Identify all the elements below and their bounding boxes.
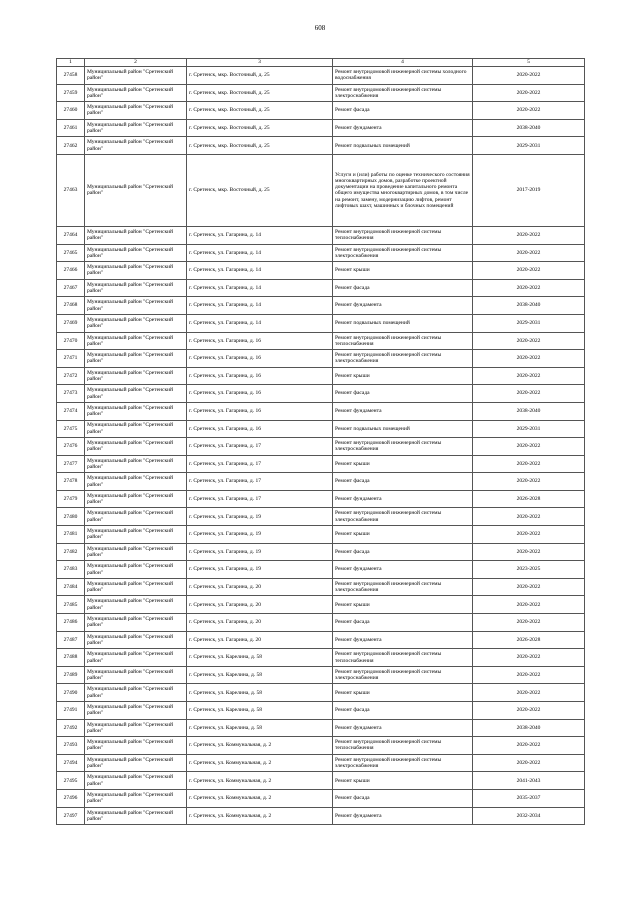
address-cell: г. Сретенск, ул. Коммунальная, д. 2 bbox=[187, 789, 333, 807]
table-row bbox=[57, 508, 585, 526]
period-cell: 2020-2022 bbox=[473, 67, 585, 85]
table-row bbox=[57, 154, 585, 226]
address-cell: г. Сретенск, ул. Гагарина, д. 20 bbox=[187, 631, 333, 649]
row-number-cell: 27488 bbox=[57, 649, 85, 667]
period-cell: 2020-2022 bbox=[473, 614, 585, 632]
municipality-cell: Муниципальный район "Сретенский район" bbox=[85, 737, 187, 755]
municipality-cell: Муниципальный район "Сретенский район" bbox=[85, 137, 187, 155]
municipality-cell: Муниципальный район "Сретенский район" bbox=[85, 350, 187, 368]
address-cell: г. Сретенск, мкр. Восточный, д. 25 bbox=[187, 84, 333, 102]
work-type-cell: Ремонт крыши bbox=[333, 367, 473, 385]
period-cell: 2041-2043 bbox=[473, 772, 585, 790]
address-cell: г. Сретенск, ул. Гагарина, д. 19 bbox=[187, 561, 333, 579]
row-number-cell: 27481 bbox=[57, 526, 85, 544]
table-row bbox=[57, 350, 585, 368]
work-type-cell: Ремонт фасада bbox=[333, 385, 473, 403]
address-cell: г. Сретенск, ул. Гагарина, д. 16 bbox=[187, 332, 333, 350]
table-row bbox=[57, 367, 585, 385]
address-cell: г. Сретенск, ул. Гагарина, д. 19 bbox=[187, 543, 333, 561]
municipality-cell: Муниципальный район "Сретенский район" bbox=[85, 754, 187, 772]
row-number-cell: 27477 bbox=[57, 455, 85, 473]
municipality-cell: Муниципальный район "Сретенский район" bbox=[85, 578, 187, 596]
row-number-cell: 27496 bbox=[57, 789, 85, 807]
municipality-cell: Муниципальный район "Сретенский район" bbox=[85, 684, 187, 702]
row-number-cell: 27482 bbox=[57, 543, 85, 561]
address-cell: г. Сретенск, ул. Гагарина, д. 19 bbox=[187, 526, 333, 544]
table-row bbox=[57, 490, 585, 508]
address-cell: г. Сретенск, ул. Гагарина, д. 20 bbox=[187, 596, 333, 614]
row-number-cell: 27468 bbox=[57, 297, 85, 315]
municipality-cell: Муниципальный район "Сретенский район" bbox=[85, 119, 187, 137]
municipality-cell: Муниципальный район "Сретенский район" bbox=[85, 649, 187, 667]
work-type-cell: Ремонт внутридомовой инженерной системы электроснабжения bbox=[333, 666, 473, 684]
column-header: 2 bbox=[85, 59, 187, 67]
period-cell: 2020-2022 bbox=[473, 596, 585, 614]
municipality-cell: Муниципальный район "Сретенский район" bbox=[85, 666, 187, 684]
period-cell: 2020-2022 bbox=[473, 438, 585, 456]
work-type-cell: Ремонт подвальных помещений bbox=[333, 137, 473, 155]
row-number-cell: 27466 bbox=[57, 262, 85, 280]
municipality-cell: Муниципальный район "Сретенский район" bbox=[85, 314, 187, 332]
address-cell: г. Сретенск, мкр. Восточный, д. 25 bbox=[187, 67, 333, 85]
row-number-cell: 27489 bbox=[57, 666, 85, 684]
municipality-cell: Муниципальный район "Сретенский район" bbox=[85, 332, 187, 350]
table-body bbox=[57, 67, 585, 825]
address-cell: г. Сретенск, ул. Гагарина, д. 14 bbox=[187, 262, 333, 280]
period-cell: 2023-2025 bbox=[473, 561, 585, 579]
address-cell: г. Сретенск, мкр. Восточный, д. 25 bbox=[187, 137, 333, 155]
period-cell: 2032-2034 bbox=[473, 807, 585, 825]
row-number-cell: 27471 bbox=[57, 350, 85, 368]
row-number-cell: 27463 bbox=[57, 154, 85, 226]
table-row bbox=[57, 578, 585, 596]
municipality-cell: Муниципальный район "Сретенский район" bbox=[85, 420, 187, 438]
row-number-cell: 27461 bbox=[57, 119, 85, 137]
period-cell: 2038-2040 bbox=[473, 297, 585, 315]
period-cell: 2020-2022 bbox=[473, 455, 585, 473]
work-type-cell: Ремонт внутридомовой инженерной системы электроснабжения bbox=[333, 84, 473, 102]
table-row bbox=[57, 385, 585, 403]
work-type-cell: Ремонт крыши bbox=[333, 684, 473, 702]
column-header: 5 bbox=[473, 59, 585, 67]
address-cell: г. Сретенск, мкр. Восточный, д. 25 bbox=[187, 119, 333, 137]
table-row bbox=[57, 279, 585, 297]
row-number-cell: 27480 bbox=[57, 508, 85, 526]
address-cell: г. Сретенск, ул. Карелина, д. 58 bbox=[187, 684, 333, 702]
municipality-cell: Муниципальный район "Сретенский район" bbox=[85, 226, 187, 244]
address-cell: г. Сретенск, ул. Гагарина, д. 16 bbox=[187, 420, 333, 438]
row-number-cell: 27490 bbox=[57, 684, 85, 702]
municipality-cell: Муниципальный район "Сретенский район" bbox=[85, 385, 187, 403]
work-type-cell: Ремонт фасада bbox=[333, 543, 473, 561]
period-cell: 2020-2022 bbox=[473, 367, 585, 385]
work-type-cell: Ремонт внутридомовой инженерной системы теплоснабжения bbox=[333, 649, 473, 667]
work-type-cell: Ремонт подвальных помещений bbox=[333, 314, 473, 332]
municipality-cell: Муниципальный район "Сретенский район" bbox=[85, 719, 187, 737]
address-cell: г. Сретенск, мкр. Восточный, д. 25 bbox=[187, 102, 333, 120]
municipality-cell: Муниципальный район "Сретенский район" bbox=[85, 561, 187, 579]
address-cell: г. Сретенск, ул. Гагарина, д. 16 bbox=[187, 350, 333, 368]
table-row bbox=[57, 67, 585, 85]
row-number-cell: 27492 bbox=[57, 719, 85, 737]
work-type-cell: Ремонт внутридомовой инженерной системы электроснабжения bbox=[333, 244, 473, 262]
period-cell: 2020-2022 bbox=[473, 473, 585, 491]
work-type-cell: Ремонт внутридомовой инженерной системы электроснабжения bbox=[333, 350, 473, 368]
work-type-cell: Ремонт фасада bbox=[333, 614, 473, 632]
municipality-cell: Муниципальный район "Сретенский район" bbox=[85, 367, 187, 385]
row-number-cell: 27472 bbox=[57, 367, 85, 385]
period-cell: 2020-2022 bbox=[473, 508, 585, 526]
work-type-cell: Ремонт внутридомовой инженерной системы теплоснабжения bbox=[333, 332, 473, 350]
work-type-cell: Ремонт крыши bbox=[333, 262, 473, 280]
work-type-cell: Ремонт внутридомовой инженерной системы холодного водоснабжения bbox=[333, 67, 473, 85]
period-cell: 2026-2028 bbox=[473, 490, 585, 508]
table-row bbox=[57, 543, 585, 561]
work-type-cell: Ремонт подвальных помещений bbox=[333, 420, 473, 438]
column-header: 3 bbox=[187, 59, 333, 67]
municipality-cell: Муниципальный район "Сретенский район" bbox=[85, 297, 187, 315]
work-type-cell: Ремонт крыши bbox=[333, 596, 473, 614]
row-number-cell: 27495 bbox=[57, 772, 85, 790]
municipality-cell: Муниципальный район "Сретенский район" bbox=[85, 402, 187, 420]
work-type-cell: Ремонт внутридомовой инженерной системы электроснабжения bbox=[333, 438, 473, 456]
table-row bbox=[57, 772, 585, 790]
period-cell: 2020-2022 bbox=[473, 702, 585, 720]
period-cell: 2020-2022 bbox=[473, 350, 585, 368]
row-number-cell: 27473 bbox=[57, 385, 85, 403]
municipality-cell: Муниципальный район "Сретенский район" bbox=[85, 596, 187, 614]
municipality-cell: Муниципальный район "Сретенский район" bbox=[85, 807, 187, 825]
table-row bbox=[57, 455, 585, 473]
work-type-cell: Ремонт фундамента bbox=[333, 561, 473, 579]
table-row bbox=[57, 119, 585, 137]
period-cell: 2020-2022 bbox=[473, 226, 585, 244]
work-type-cell: Ремонт крыши bbox=[333, 455, 473, 473]
municipality-cell: Муниципальный район "Сретенский район" bbox=[85, 789, 187, 807]
row-number-cell: 27475 bbox=[57, 420, 85, 438]
work-type-cell: Ремонт фасада bbox=[333, 789, 473, 807]
row-number-cell: 27479 bbox=[57, 490, 85, 508]
municipality-cell: Муниципальный район "Сретенский район" bbox=[85, 84, 187, 102]
table-row bbox=[57, 596, 585, 614]
table-row bbox=[57, 137, 585, 155]
table-row bbox=[57, 314, 585, 332]
table-row bbox=[57, 420, 585, 438]
address-cell: г. Сретенск, ул. Гагарина, д. 14 bbox=[187, 279, 333, 297]
table-row bbox=[57, 631, 585, 649]
work-type-cell: Ремонт фундамента bbox=[333, 490, 473, 508]
address-cell: г. Сретенск, ул. Карелина, д. 58 bbox=[187, 666, 333, 684]
table-row bbox=[57, 438, 585, 456]
row-number-cell: 27486 bbox=[57, 614, 85, 632]
row-number-cell: 27478 bbox=[57, 473, 85, 491]
table-row bbox=[57, 737, 585, 755]
municipality-cell: Муниципальный район "Сретенский район" bbox=[85, 490, 187, 508]
work-type-cell: Ремонт фасада bbox=[333, 473, 473, 491]
row-number-cell: 27459 bbox=[57, 84, 85, 102]
row-number-cell: 27470 bbox=[57, 332, 85, 350]
column-header: 4 bbox=[333, 59, 473, 67]
table-row bbox=[57, 561, 585, 579]
period-cell: 2020-2022 bbox=[473, 543, 585, 561]
period-cell: 2020-2022 bbox=[473, 666, 585, 684]
table-row bbox=[57, 702, 585, 720]
period-cell: 2020-2022 bbox=[473, 526, 585, 544]
page-number: 608 bbox=[314, 24, 326, 32]
municipality-cell: Муниципальный район "Сретенский район" bbox=[85, 772, 187, 790]
address-cell: г. Сретенск, ул. Коммунальная, д. 2 bbox=[187, 754, 333, 772]
row-number-cell: 27474 bbox=[57, 402, 85, 420]
address-cell: г. Сретенск, ул. Гагарина, д. 17 bbox=[187, 455, 333, 473]
work-type-cell: Ремонт фундамента bbox=[333, 719, 473, 737]
address-cell: г. Сретенск, ул. Гагарина, д. 14 bbox=[187, 314, 333, 332]
row-number-cell: 27484 bbox=[57, 578, 85, 596]
header-row bbox=[57, 59, 585, 67]
row-number-cell: 27494 bbox=[57, 754, 85, 772]
period-cell: 2029-2031 bbox=[473, 137, 585, 155]
row-number-cell: 27464 bbox=[57, 226, 85, 244]
work-type-cell: Ремонт фундамента bbox=[333, 297, 473, 315]
period-cell: 2020-2022 bbox=[473, 102, 585, 120]
row-number-cell: 27485 bbox=[57, 596, 85, 614]
work-type-cell: Услуги и (или) работы по оценке технического состояния многоквартирных домов, разработке проектной документации на проведение капитального ремонта общего имущества многоквартирных домов, в том числе на ремонт, замену, модернизацию лифтов, ремонт лифтовых шахт, машинных и блочных помещений bbox=[333, 154, 473, 226]
address-cell: г. Сретенск, ул. Гагарина, д. 14 bbox=[187, 226, 333, 244]
row-number-cell: 27462 bbox=[57, 137, 85, 155]
table-row bbox=[57, 614, 585, 632]
address-cell: г. Сретенск, ул. Гагарина, д. 16 bbox=[187, 402, 333, 420]
period-cell: 2038-2040 bbox=[473, 719, 585, 737]
period-cell: 2038-2040 bbox=[473, 402, 585, 420]
work-type-cell: Ремонт фундамента bbox=[333, 631, 473, 649]
period-cell: 2020-2022 bbox=[473, 279, 585, 297]
period-cell: 2020-2022 bbox=[473, 244, 585, 262]
table-row bbox=[57, 473, 585, 491]
address-cell: г. Сретенск, ул. Гагарина, д. 16 bbox=[187, 367, 333, 385]
period-cell: 2020-2022 bbox=[473, 737, 585, 755]
row-number-cell: 27458 bbox=[57, 67, 85, 85]
municipality-cell: Муниципальный район "Сретенский район" bbox=[85, 154, 187, 226]
address-cell: г. Сретенск, ул. Карелина, д. 58 bbox=[187, 719, 333, 737]
row-number-cell: 27487 bbox=[57, 631, 85, 649]
row-number-cell: 27491 bbox=[57, 702, 85, 720]
table-row bbox=[57, 719, 585, 737]
period-cell: 2020-2022 bbox=[473, 649, 585, 667]
municipality-cell: Муниципальный район "Сретенский район" bbox=[85, 631, 187, 649]
table-row bbox=[57, 84, 585, 102]
address-cell: г. Сретенск, ул. Гагарина, д. 20 bbox=[187, 578, 333, 596]
table-row bbox=[57, 649, 585, 667]
municipality-cell: Муниципальный район "Сретенский район" bbox=[85, 279, 187, 297]
work-type-cell: Ремонт крыши bbox=[333, 772, 473, 790]
work-type-cell: Ремонт крыши bbox=[333, 526, 473, 544]
work-type-cell: Ремонт фасада bbox=[333, 102, 473, 120]
period-cell: 2020-2022 bbox=[473, 262, 585, 280]
work-type-cell: Ремонт внутридомовой инженерной системы электроснабжения bbox=[333, 754, 473, 772]
municipality-cell: Муниципальный район "Сретенский район" bbox=[85, 262, 187, 280]
row-number-cell: 27497 bbox=[57, 807, 85, 825]
municipality-cell: Муниципальный район "Сретенский район" bbox=[85, 543, 187, 561]
period-cell: 2020-2022 bbox=[473, 332, 585, 350]
table-row bbox=[57, 807, 585, 825]
table-row bbox=[57, 526, 585, 544]
period-cell: 2020-2022 bbox=[473, 578, 585, 596]
work-type-cell: Ремонт внутридомовой инженерной системы теплоснабжения bbox=[333, 737, 473, 755]
municipality-cell: Муниципальный район "Сретенский район" bbox=[85, 526, 187, 544]
table-row bbox=[57, 226, 585, 244]
period-cell: 2020-2022 bbox=[473, 684, 585, 702]
municipality-cell: Муниципальный район "Сретенский район" bbox=[85, 614, 187, 632]
municipality-cell: Муниципальный район "Сретенский район" bbox=[85, 455, 187, 473]
row-number-cell: 27465 bbox=[57, 244, 85, 262]
table-row bbox=[57, 332, 585, 350]
table-row bbox=[57, 262, 585, 280]
work-type-cell: Ремонт фундамента bbox=[333, 119, 473, 137]
municipality-cell: Муниципальный район "Сретенский район" bbox=[85, 102, 187, 120]
work-type-cell: Ремонт внутридомовой инженерной системы теплоснабжения bbox=[333, 226, 473, 244]
period-cell: 2020-2022 bbox=[473, 754, 585, 772]
address-cell: г. Сретенск, ул. Коммунальная, д. 2 bbox=[187, 772, 333, 790]
address-cell: г. Сретенск, ул. Коммунальная, д. 2 bbox=[187, 807, 333, 825]
row-number-cell: 27460 bbox=[57, 102, 85, 120]
table-row bbox=[57, 684, 585, 702]
row-number-cell: 27469 bbox=[57, 314, 85, 332]
work-type-cell: Ремонт внутридомовой инженерной системы электроснабжения bbox=[333, 508, 473, 526]
column-header: 1 bbox=[57, 59, 85, 67]
municipality-cell: Муниципальный район "Сретенский район" bbox=[85, 438, 187, 456]
table-row bbox=[57, 297, 585, 315]
period-cell: 2020-2022 bbox=[473, 84, 585, 102]
address-cell: г. Сретенск, ул. Коммунальная, д. 2 bbox=[187, 737, 333, 755]
period-cell: 2026-2028 bbox=[473, 631, 585, 649]
address-cell: г. Сретенск, ул. Гагарина, д. 17 bbox=[187, 490, 333, 508]
row-number-cell: 27467 bbox=[57, 279, 85, 297]
address-cell: г. Сретенск, ул. Гагарина, д. 17 bbox=[187, 438, 333, 456]
municipality-cell: Муниципальный район "Сретенский район" bbox=[85, 67, 187, 85]
municipality-cell: Муниципальный район "Сретенский район" bbox=[85, 702, 187, 720]
address-cell: г. Сретенск, ул. Карелина, д. 58 bbox=[187, 649, 333, 667]
address-cell: г. Сретенск, ул. Гагарина, д. 19 bbox=[187, 508, 333, 526]
work-type-cell: Ремонт фасада bbox=[333, 279, 473, 297]
work-type-cell: Ремонт фундамента bbox=[333, 807, 473, 825]
municipality-cell: Муниципальный район "Сретенский район" bbox=[85, 244, 187, 262]
address-cell: г. Сретенск, мкр. Восточный, д. 25 bbox=[187, 154, 333, 226]
municipality-cell: Муниципальный район "Сретенский район" bbox=[85, 473, 187, 491]
table-row bbox=[57, 754, 585, 772]
address-cell: г. Сретенск, ул. Карелина, д. 58 bbox=[187, 702, 333, 720]
period-cell: 2020-2022 bbox=[473, 385, 585, 403]
table-row bbox=[57, 102, 585, 120]
table-row bbox=[57, 789, 585, 807]
work-type-cell: Ремонт фундамента bbox=[333, 402, 473, 420]
address-cell: г. Сретенск, ул. Гагарина, д. 14 bbox=[187, 244, 333, 262]
address-cell: г. Сретенск, ул. Гагарина, д. 16 bbox=[187, 385, 333, 403]
work-type-cell: Ремонт фасада bbox=[333, 702, 473, 720]
row-number-cell: 27483 bbox=[57, 561, 85, 579]
table-row bbox=[57, 244, 585, 262]
row-number-cell: 27493 bbox=[57, 737, 85, 755]
period-cell: 2029-2031 bbox=[473, 420, 585, 438]
period-cell: 2029-2031 bbox=[473, 314, 585, 332]
table-row bbox=[57, 666, 585, 684]
table-header bbox=[57, 59, 585, 67]
address-cell: г. Сретенск, ул. Гагарина, д. 20 bbox=[187, 614, 333, 632]
capital-repair-table bbox=[56, 58, 585, 825]
table-row bbox=[57, 402, 585, 420]
address-cell: г. Сретенск, ул. Гагарина, д. 14 bbox=[187, 297, 333, 315]
address-cell: г. Сретенск, ул. Гагарина, д. 17 bbox=[187, 473, 333, 491]
municipality-cell: Муниципальный район "Сретенский район" bbox=[85, 508, 187, 526]
period-cell: 2017-2019 bbox=[473, 154, 585, 226]
period-cell: 2038-2040 bbox=[473, 119, 585, 137]
work-type-cell: Ремонт внутридомовой инженерной системы электроснабжения bbox=[333, 578, 473, 596]
period-cell: 2035-2037 bbox=[473, 789, 585, 807]
row-number-cell: 27476 bbox=[57, 438, 85, 456]
